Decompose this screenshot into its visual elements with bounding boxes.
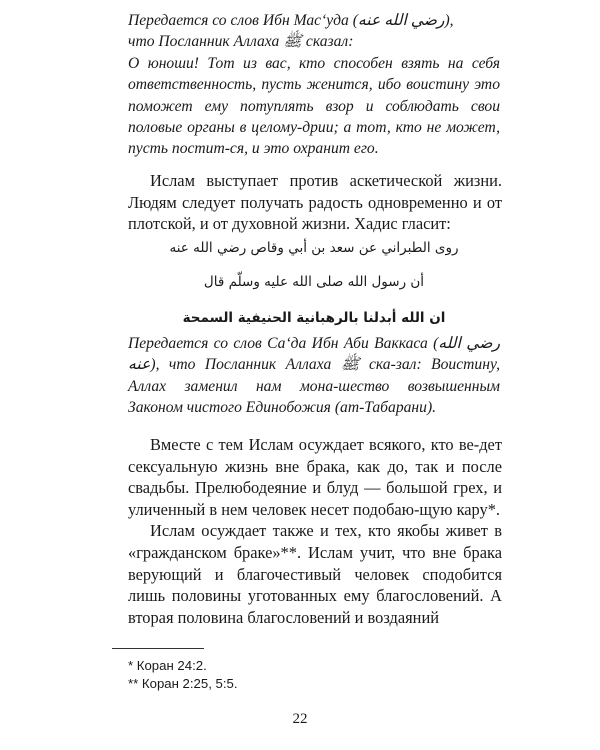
footnotes bbox=[128, 657, 500, 693]
hadith-quote-saad bbox=[128, 333, 500, 419]
hadith-quote-ibn-masud bbox=[128, 10, 500, 160]
paragraph-text: Ислам осуждает также и тех, кто якобы живет в «гражданском браке»**. Ислам учит, что вне брака верующий и благочестивый человек сподобится лишь половины уготованных ему благословений. А вторая половина благословений и воздаяний bbox=[128, 521, 502, 627]
footnote-1: * Коран 24:2. bbox=[128, 658, 207, 673]
page-number: 22 bbox=[292, 711, 308, 727]
footnote-2: ** Коран 2:25, 5:5. bbox=[128, 676, 238, 691]
quote-text: Передается со слов Са‘да Ибн Аби Ваккаса (رضي الله عنه), что Посланник Аллаха ﷺ ска-зал: Воистину, Аллах заменил нам мона-шество возвышенным Законом чистого Единобожия (ат-Табарани). bbox=[128, 335, 500, 417]
arabic-line-1: روى الطبراني عن سعد بن أبي وقاص رضي الله عنه bbox=[169, 240, 459, 256]
quote-text: О юноши! Тот из вас, кто способен взять на себя ответственность, пусть женится, ибо воистину это поможет ему потуплять взор и соблюдать свои половые органы в целому-дрии; а тот, кто не может, пусть постит-ся, и это охранит его. bbox=[128, 54, 500, 158]
paragraph-asceticism bbox=[128, 170, 502, 235]
arabic-line-3: ان الله أبدلنا بالرهبانية الحنيفية السمحة bbox=[182, 310, 446, 326]
footnote-divider bbox=[112, 648, 204, 649]
paragraph-text: Ислам выступает против аскетической жизни. Людям следует получать радость одновременно и от плотской, и от духовной жизни. Хадис гласит: bbox=[128, 171, 502, 234]
quote-attribution-line: Передается со слов Ибн Мас‘уда (رضي الله عنه), bbox=[128, 12, 454, 29]
paragraphs-marriage bbox=[128, 434, 502, 628]
paragraph-text: Вместе с тем Ислам осуждает всякого, кто ве-дет сексуальную жизнь вне брака, как до, так и после свадьбы. Прелюбодеяние и блуд — большой грех, и уличенный в нем человек несет подобаю-щую кару*. bbox=[128, 435, 502, 519]
quote-intro-line: что Посланник Аллаха ﷺ сказал: bbox=[128, 33, 354, 51]
arabic-line-2: أن رسول الله صلى الله عليه وسلّم قال bbox=[203, 274, 425, 290]
